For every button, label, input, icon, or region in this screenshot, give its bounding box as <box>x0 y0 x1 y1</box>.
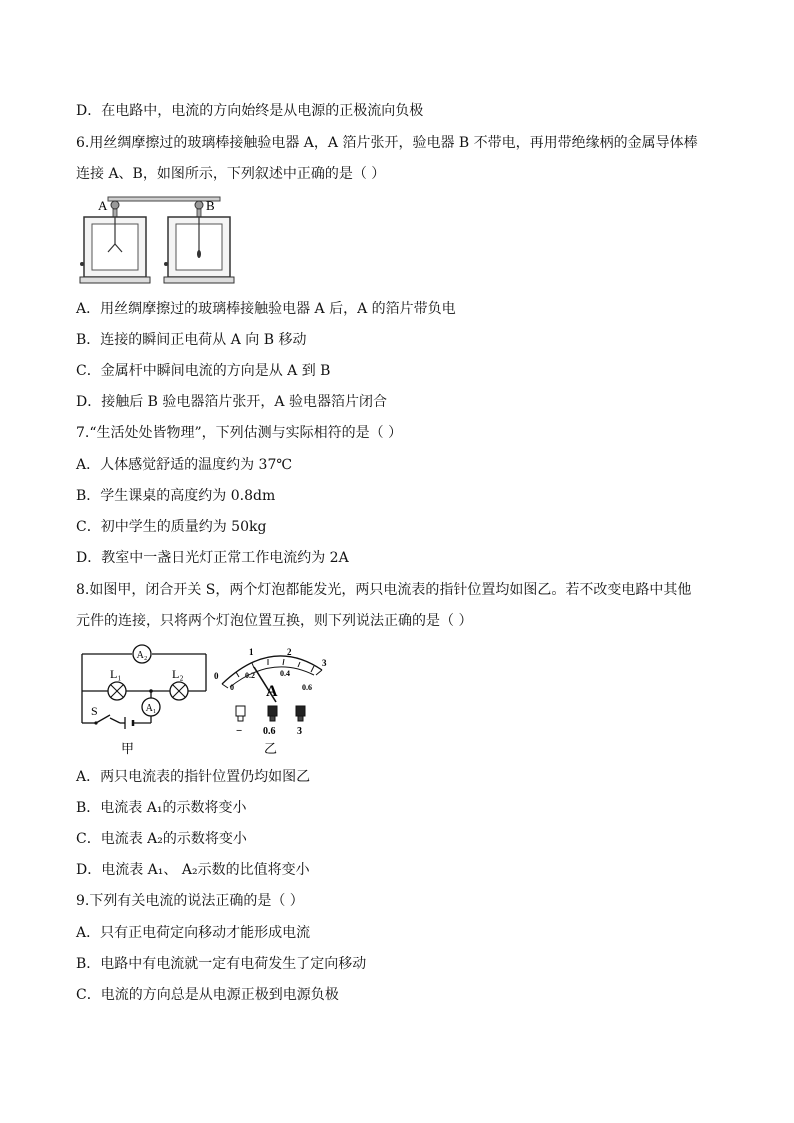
ammeter-a2-label: A₂ <box>136 650 148 661</box>
terminal-label-3: 3 <box>297 726 302 737</box>
q7-option-a: A．人体感觉舒适的温度约为 37℃ <box>76 457 293 473</box>
q7-option-c: C．初中学生的质量约为 50kg <box>76 519 267 535</box>
lamp-l2-label: L₂ <box>172 667 184 681</box>
terminal-label-negative: − <box>236 725 243 737</box>
terminal-negative <box>236 706 245 721</box>
q9-option-a: A．只有正电荷定向移动才能形成电流 <box>76 925 311 941</box>
electroscope-b <box>164 201 234 283</box>
q8-stem-line1: 8.如图甲，闭合开关 S，两个灯泡都能发光，两只电流表的指针位置均如图乙。若不改变电路中其他 <box>76 582 692 598</box>
outer-tick-1: 1 <box>249 647 254 657</box>
q7-stem: 7.“生活处处皆物理”，下列估测与实际相符的是（ ） <box>76 425 403 441</box>
outer-tick-0: 0 <box>214 671 219 681</box>
inner-tick-06: 0.6 <box>302 683 312 692</box>
q9-stem: 9.下列有关电流的说法正确的是（ ） <box>76 893 304 909</box>
circuit-diagram <box>76 640 216 760</box>
q6-option-c: C．金属杆中瞬间电流的方向是从 A 到 B <box>76 363 331 379</box>
q5-option-d: D．在电路中，电流的方向始终是从电源的正极流向负极 <box>76 103 424 119</box>
terminal-06 <box>268 706 277 721</box>
q6-option-b: B．连接的瞬间正电荷从 A 向 B 移动 <box>76 332 307 348</box>
inner-tick-0: 0 <box>230 683 234 692</box>
q8-option-d: D．电流表 A₁、 A₂示数的比值将变小 <box>76 862 310 878</box>
meter-unit: A <box>266 683 278 700</box>
switch-lever <box>96 715 110 723</box>
terminal-3 <box>296 706 305 721</box>
inner-tick-02: 0.2 <box>245 671 255 680</box>
q9-option-c: C．电流的方向总是从电源正极到电源负极 <box>76 987 339 1003</box>
q6-option-d: D．接触后 B 验电器箔片张开，A 验电器箔片闭合 <box>76 394 387 410</box>
q9-option-b: B．电路中有电流就一定有电荷发生了定向移动 <box>76 956 367 972</box>
q6-stem-line2: 连接 A、B，如图所示，下列叙述中正确的是（ ） <box>76 166 386 182</box>
q7-option-b: B．学生课桌的高度约为 0.8dm <box>76 488 276 504</box>
meter-caption: 乙 <box>264 741 278 756</box>
lamp-l1-label: L₁ <box>110 667 122 681</box>
q7-option-d: D．教室中一盏日光灯正常工作电流约为 2A <box>76 550 349 566</box>
q8-option-c: C．电流表 A₂的示数将变小 <box>76 831 247 847</box>
outer-tick-3: 3 <box>322 658 327 668</box>
q6-option-a: A．用丝绸摩擦过的玻璃棒接触验电器 A 后，A 的箔片带负电 <box>76 301 456 317</box>
ammeter-a1-label: A₁ <box>145 703 157 714</box>
outer-tick-2: 2 <box>287 647 292 657</box>
terminal-label-06: 0.6 <box>263 726 276 737</box>
metal-rod <box>108 197 220 201</box>
q8-option-b: B．电流表 A₁的示数将变小 <box>76 800 247 816</box>
electroscope-figure <box>78 192 238 292</box>
electroscope-a <box>80 201 150 283</box>
q6-stem-line1: 6.用丝绸摩擦过的玻璃棒接触验电器 A，A 箔片张开，验电器 B 不带电，再用带绝缘柄的金属导体棒 <box>76 135 698 151</box>
q8-option-a: A．两只电流表的指针位置仍均如图乙 <box>76 769 311 785</box>
label-b: B <box>206 198 215 213</box>
circuit-caption: 甲 <box>121 741 135 756</box>
switch-label: S <box>91 704 98 718</box>
ammeter-dial-figure <box>210 640 340 760</box>
q8-stem-line2: 元件的连接，只将两个灯泡位置互换，则下列说法正确的是（ ） <box>76 613 473 629</box>
inner-tick-04: 0.4 <box>280 669 290 678</box>
label-a: A <box>98 198 108 213</box>
